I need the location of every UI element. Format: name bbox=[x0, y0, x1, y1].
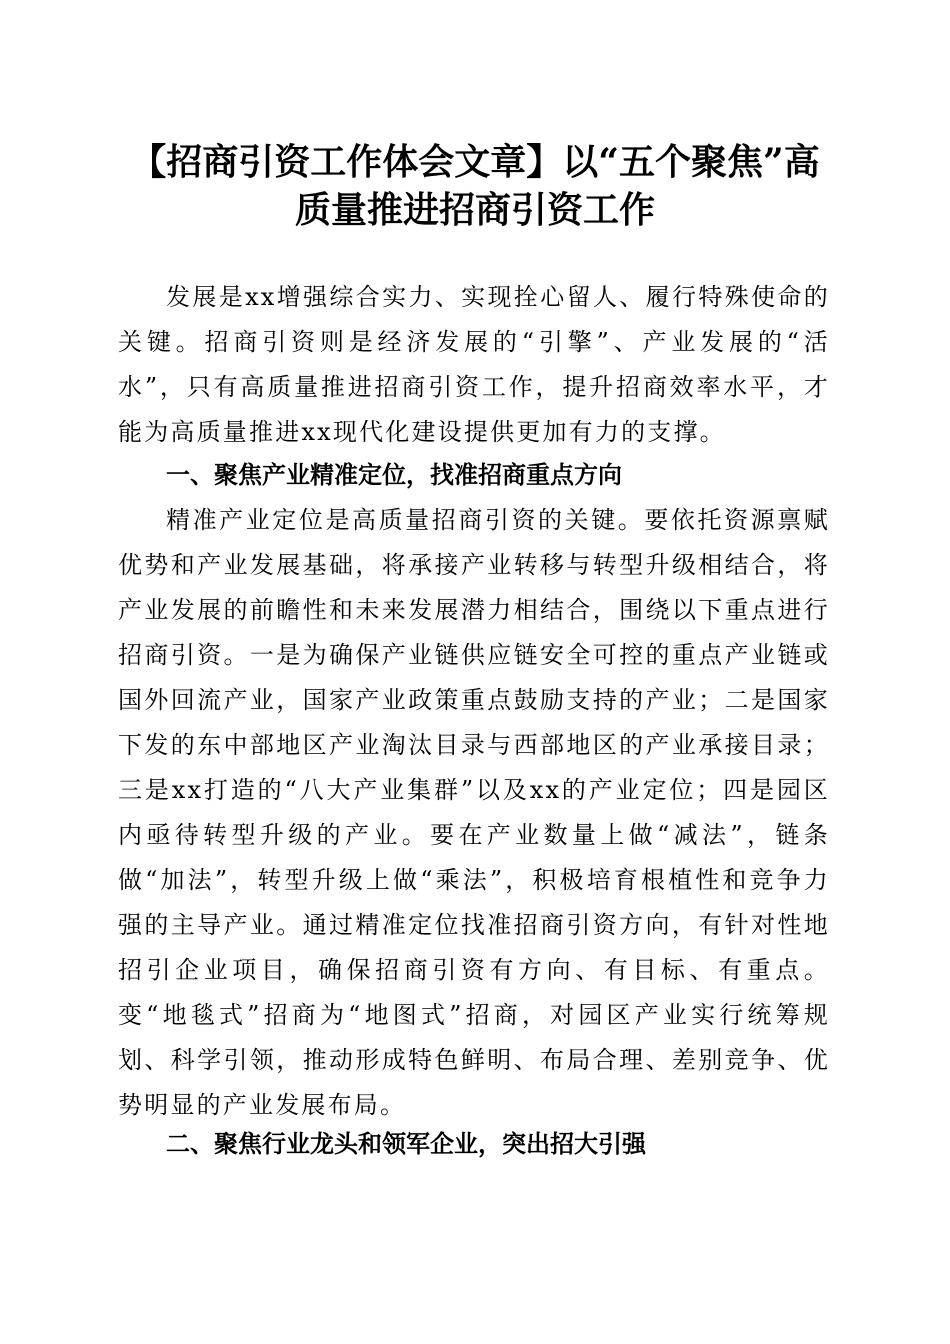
document-title bbox=[100, 138, 850, 234]
title-line-1: 【招商引资工作体会文章】以“五个聚焦”高 bbox=[130, 141, 820, 183]
section-2-heading: 二、聚焦行业龙头和领军企业，突出招大引强 bbox=[166, 1130, 646, 1158]
title-line-2: 质量推进招商引资工作 bbox=[294, 189, 655, 231]
section-1-paragraph: 精准产业定位是高质量招商引资的关键。要依托资源禀赋优势和产业发展基础，将承接产业转移与转型升级相结合，将产业发展的前瞻性和未来发展潜力相结合，围绕以下重点进行招商引资。一是为确保产业链供应链安全可控的重点产业链或国外回流产业，国家产业政策重点鼓励支持的产业；二是国家下发的东中部地区产业淘汰目录与西部地区的产业承接目录；三是xx打造的“八大产业集群”以及xx的产业定位；四是园区内亟待转型升级的产业。要在产业数量上做“减法”，链条做“加法”，转型升级上做“乘法”，积极培育根植性和竞争力强的主导产业。通过精准定位找准招商引资方向，有针对性地招引企业项目，确保招商引资有方向、有目标、有重点。变“地毯式”招商为“地图式”招商，对园区产业实行统筹规划、科学引领，推动形成特色鲜明、布局合理、差别竞争、优势明显的产业发展布局。 bbox=[118, 506, 830, 1119]
section-1-heading: 一、聚焦产业精准定位，找准招商重点方向 bbox=[166, 461, 622, 489]
intro-paragraph: 发展是xx增强综合实力、实现拴心留人、履行特殊使命的关键。招商引资则是经济发展的“引擎”、产业发展的“活水”，只有高质量推进招商引资工作，提升招商效率水平，才能为高质量推进xx现代化建设提供更加有力的支撑。 bbox=[118, 283, 830, 446]
